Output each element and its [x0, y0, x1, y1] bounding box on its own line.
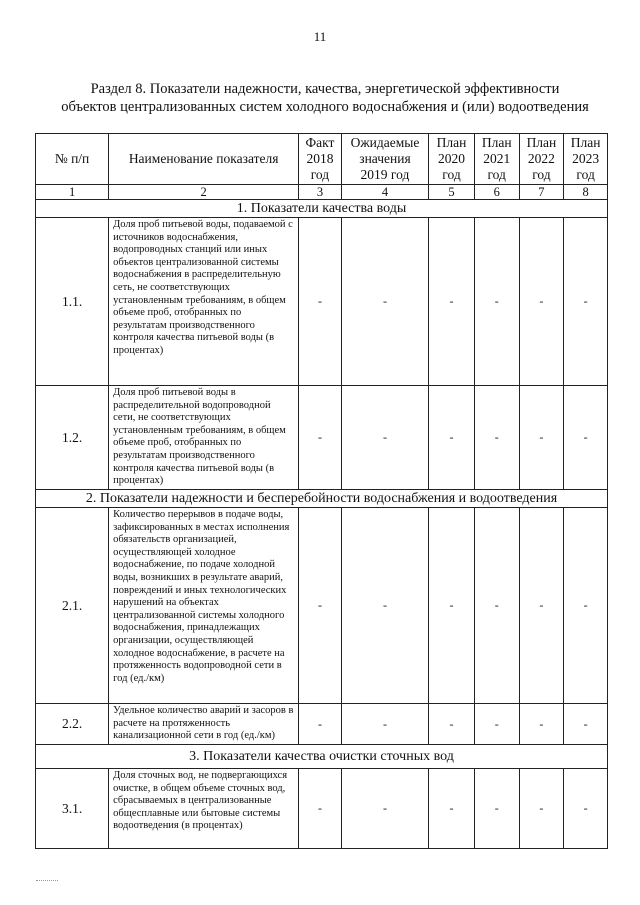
- header-name: Наименование показателя: [109, 134, 299, 185]
- table-row: [36, 508, 608, 704]
- value-cell: -: [341, 508, 428, 704]
- indicator-name: Количество перерывов в подаче воды, зафиксированных в местах исполнения обязательств организацией, осуществляющей холодное водоснабжение, по подаче холодной воды, возникших в результате аварий, повреждений и иных технологических нарушений на объектах централизованной системы холодного водоснабжения, принадлежащих организации, осуществляющей холодное водоснабжение, в расчете на протяженность водопроводной сети в год (ед./км): [109, 508, 299, 704]
- header-fact-2018: Факт 2018 год: [299, 134, 342, 185]
- section-heading-3: 3. Показатели качества очистки сточных вод: [36, 745, 608, 769]
- indicator-name: Доля проб питьевой воды, подаваемой с источников водоснабжения, водопроводных станций или иных объектов централизованной системы водоснабжения в распределительную сеть, не соответствующих установленным требованиям, в общем объеме проб, отобранных по результатам производственного контроля качества питьевой воды (в процентах): [109, 218, 299, 386]
- header-num: № п/п: [36, 134, 109, 185]
- column-number: 7: [519, 185, 564, 200]
- indicator-name: Доля проб питьевой воды в распределительной водопроводной сети, не соответствующих установленным требованиям, в общем объеме проб, отобранных по результатам производственного контроля качества питьевой воды (в процентах): [109, 386, 299, 490]
- header-plan-2020: План 2020 год: [429, 134, 475, 185]
- value-cell: -: [299, 769, 342, 849]
- value-cell: -: [519, 769, 564, 849]
- indicators-table: [35, 133, 608, 849]
- section-row: [36, 490, 608, 508]
- value-cell: -: [474, 704, 519, 745]
- indicator-name: Удельное количество аварий и засоров в расчете на протяженность канализационной сети в год (ед./км): [109, 704, 299, 745]
- page-number: 11: [313, 29, 327, 44]
- value-cell: -: [299, 386, 342, 490]
- value-cell: -: [341, 218, 428, 386]
- section-heading-1: 1. Показатели качества воды: [36, 200, 608, 218]
- table-row: [36, 704, 608, 745]
- column-number: 4: [341, 185, 428, 200]
- value-cell: -: [299, 508, 342, 704]
- value-cell: -: [564, 769, 608, 849]
- value-cell: -: [429, 508, 475, 704]
- column-number: 1: [36, 185, 109, 200]
- value-cell: -: [341, 704, 428, 745]
- value-cell: -: [299, 704, 342, 745]
- header-row: [36, 134, 608, 185]
- column-number: 3: [299, 185, 342, 200]
- value-cell: -: [299, 218, 342, 386]
- indicator-name: Доля сточных вод, не подвергающихся очистке, в общем объеме сточных вод, сбрасываемых в централизованные общесплавные или бытовые системы водоотведения (в процентах): [109, 769, 299, 849]
- table-row: [36, 386, 608, 490]
- header-plan-2022: План 2022 год: [519, 134, 564, 185]
- row-number: 1.2.: [36, 386, 109, 490]
- value-cell: -: [519, 508, 564, 704]
- value-cell: -: [429, 386, 475, 490]
- column-number: 6: [474, 185, 519, 200]
- value-cell: -: [519, 386, 564, 490]
- value-cell: -: [341, 769, 428, 849]
- section-row: [36, 745, 608, 769]
- value-cell: -: [564, 704, 608, 745]
- column-number: 8: [564, 185, 608, 200]
- value-cell: -: [564, 218, 608, 386]
- value-cell: -: [519, 704, 564, 745]
- value-cell: -: [429, 704, 475, 745]
- value-cell: -: [519, 218, 564, 386]
- value-cell: -: [474, 386, 519, 490]
- section-row: [36, 200, 608, 218]
- value-cell: -: [474, 769, 519, 849]
- row-number: 3.1.: [36, 769, 109, 849]
- header-plan-2023: План 2023 год: [564, 134, 608, 185]
- value-cell: -: [564, 386, 608, 490]
- table-row: [36, 769, 608, 849]
- value-cell: -: [564, 508, 608, 704]
- section-title: [40, 80, 610, 116]
- row-number: 2.2.: [36, 704, 109, 745]
- row-number: 1.1.: [36, 218, 109, 386]
- section-heading-2: 2. Показатели надежности и бесперебойности водоснабжения и водоотведения: [36, 490, 608, 508]
- row-number: 2.1.: [36, 508, 109, 704]
- value-cell: -: [341, 386, 428, 490]
- value-cell: -: [474, 508, 519, 704]
- column-number: 5: [429, 185, 475, 200]
- column-numbers-row: [36, 185, 608, 200]
- value-cell: -: [474, 218, 519, 386]
- scan-artifact: [36, 880, 58, 881]
- value-cell: -: [429, 218, 475, 386]
- title-line-2: объектов централизованных систем холодного водоснабжения и (или) водоотведения: [61, 99, 589, 115]
- header-plan-2021: План 2021 год: [474, 134, 519, 185]
- table-row: [36, 218, 608, 386]
- value-cell: -: [429, 769, 475, 849]
- column-number: 2: [109, 185, 299, 200]
- header-expected-2019: Ожидаемые значения 2019 год: [341, 134, 428, 185]
- title-line-1: Раздел 8. Показатели надежности, качества, энергетической эффективности: [90, 81, 560, 97]
